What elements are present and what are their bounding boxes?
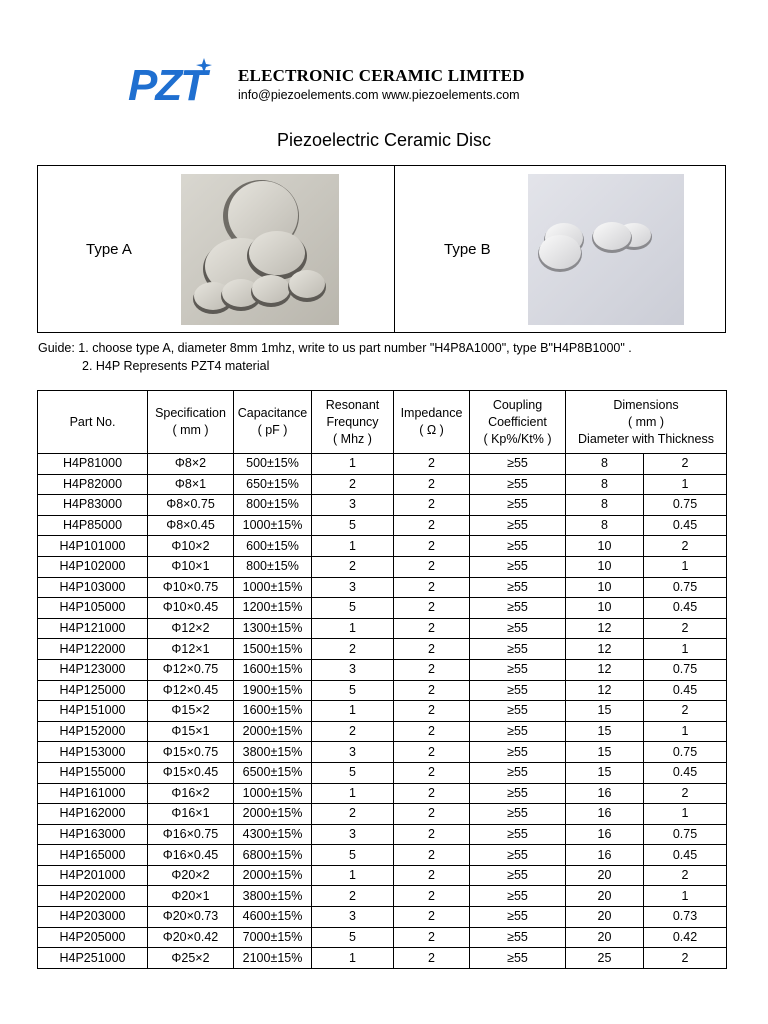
guide-text (38, 339, 632, 375)
cell-capacitance: 1300±15% (234, 618, 312, 639)
cell-impedance: 2 (394, 927, 470, 948)
cell-resonant-frequency: 2 (312, 556, 394, 577)
cell-coupling: ≥55 (470, 556, 566, 577)
cell-coupling: ≥55 (470, 659, 566, 680)
table-row (38, 762, 727, 783)
cell-diameter: 12 (566, 618, 644, 639)
cell-coupling: ≥55 (470, 515, 566, 536)
cell-thickness: 1 (644, 474, 727, 495)
cell-impedance: 2 (394, 804, 470, 825)
table-row (38, 515, 727, 536)
cell-coupling: ≥55 (470, 845, 566, 866)
cell-thickness: 1 (644, 721, 727, 742)
cell-diameter: 8 (566, 515, 644, 536)
cell-capacitance: 4300±15% (234, 824, 312, 845)
cell-part-no: H4P101000 (38, 536, 148, 557)
cell-part-no: H4P122000 (38, 639, 148, 660)
cell-coupling: ≥55 (470, 495, 566, 516)
cell-diameter: 8 (566, 474, 644, 495)
cell-capacitance: 1000±15% (234, 515, 312, 536)
cell-specification: Φ20×1 (148, 886, 234, 907)
cell-coupling: ≥55 (470, 618, 566, 639)
cell-specification: Φ10×2 (148, 536, 234, 557)
cell-thickness: 0.75 (644, 659, 727, 680)
cell-impedance: 2 (394, 886, 470, 907)
cell-resonant-frequency: 3 (312, 824, 394, 845)
cell-resonant-frequency: 1 (312, 865, 394, 886)
cell-diameter: 16 (566, 804, 644, 825)
cell-part-no: H4P103000 (38, 577, 148, 598)
table-row (38, 701, 727, 722)
type-a-photo (181, 174, 339, 325)
cell-specification: Φ15×0.75 (148, 742, 234, 763)
cell-resonant-frequency: 3 (312, 495, 394, 516)
table-row (38, 618, 727, 639)
cell-coupling: ≥55 (470, 598, 566, 619)
cell-diameter: 12 (566, 659, 644, 680)
cell-impedance: 2 (394, 659, 470, 680)
cell-impedance: 2 (394, 721, 470, 742)
table-row (38, 721, 727, 742)
cell-specification: Φ12×0.75 (148, 659, 234, 680)
cell-impedance: 2 (394, 495, 470, 516)
cell-impedance: 2 (394, 474, 470, 495)
cell-part-no: H4P202000 (38, 886, 148, 907)
cell-specification: Φ15×2 (148, 701, 234, 722)
cell-capacitance: 1000±15% (234, 783, 312, 804)
cell-resonant-frequency: 1 (312, 454, 394, 475)
cell-thickness: 0.45 (644, 515, 727, 536)
cell-specification: Φ8×2 (148, 454, 234, 475)
cell-coupling: ≥55 (470, 536, 566, 557)
table-row (38, 680, 727, 701)
cell-resonant-frequency: 2 (312, 639, 394, 660)
header-part-no: Part No. (38, 391, 148, 454)
table-row (38, 454, 727, 475)
cell-part-no: H4P155000 (38, 762, 148, 783)
cell-coupling: ≥55 (470, 762, 566, 783)
header-resonant-frequency: Resonant Frequncy ( Mhz ) (312, 391, 394, 454)
cell-thickness: 2 (644, 701, 727, 722)
cell-capacitance: 1000±15% (234, 577, 312, 598)
header-capacitance: Capacitance ( pF ) (234, 391, 312, 454)
type-b-photo (528, 174, 684, 325)
cell-impedance: 2 (394, 515, 470, 536)
cell-specification: Φ8×0.75 (148, 495, 234, 516)
cell-resonant-frequency: 2 (312, 474, 394, 495)
cell-diameter: 16 (566, 845, 644, 866)
type-b-label: Type B (444, 241, 491, 258)
cell-resonant-frequency: 2 (312, 804, 394, 825)
cell-specification: Φ16×0.45 (148, 845, 234, 866)
cell-thickness: 0.75 (644, 824, 727, 845)
cell-diameter: 20 (566, 865, 644, 886)
cell-diameter: 20 (566, 907, 644, 928)
cell-specification: Φ16×2 (148, 783, 234, 804)
table-row (38, 495, 727, 516)
logo-text: PZT (128, 61, 206, 108)
table-row (38, 659, 727, 680)
cell-diameter: 12 (566, 639, 644, 660)
table-row (38, 598, 727, 619)
table-body (38, 454, 727, 969)
cell-coupling: ≥55 (470, 680, 566, 701)
cell-specification: Φ12×1 (148, 639, 234, 660)
cell-impedance: 2 (394, 680, 470, 701)
cell-impedance: 2 (394, 536, 470, 557)
cell-coupling: ≥55 (470, 701, 566, 722)
type-a-label: Type A (86, 241, 132, 258)
header-specification: Specification ( mm ) (148, 391, 234, 454)
table-row (38, 907, 727, 928)
cell-part-no: H4P161000 (38, 783, 148, 804)
cell-capacitance: 800±15% (234, 556, 312, 577)
cell-thickness: 1 (644, 556, 727, 577)
cell-resonant-frequency: 1 (312, 618, 394, 639)
table-row (38, 865, 727, 886)
cell-specification: Φ15×1 (148, 721, 234, 742)
cell-thickness: 0.45 (644, 598, 727, 619)
cell-thickness: 2 (644, 865, 727, 886)
cell-capacitance: 1200±15% (234, 598, 312, 619)
cell-impedance: 2 (394, 742, 470, 763)
cell-thickness: 1 (644, 639, 727, 660)
cell-specification: Φ16×0.75 (148, 824, 234, 845)
cell-impedance: 2 (394, 762, 470, 783)
cell-capacitance: 650±15% (234, 474, 312, 495)
cell-resonant-frequency: 5 (312, 598, 394, 619)
cell-impedance: 2 (394, 618, 470, 639)
cell-diameter: 16 (566, 824, 644, 845)
cell-part-no: H4P165000 (38, 845, 148, 866)
cell-specification: Φ15×0.45 (148, 762, 234, 783)
cell-capacitance: 3800±15% (234, 742, 312, 763)
cell-impedance: 2 (394, 598, 470, 619)
cell-coupling: ≥55 (470, 907, 566, 928)
cell-impedance: 2 (394, 907, 470, 928)
cell-specification: Φ12×2 (148, 618, 234, 639)
cell-resonant-frequency: 3 (312, 577, 394, 598)
cell-capacitance: 6500±15% (234, 762, 312, 783)
cell-diameter: 15 (566, 721, 644, 742)
cell-capacitance: 2000±15% (234, 865, 312, 886)
cell-part-no: H4P102000 (38, 556, 148, 577)
cell-coupling: ≥55 (470, 639, 566, 660)
cell-resonant-frequency: 3 (312, 659, 394, 680)
cell-capacitance: 1600±15% (234, 701, 312, 722)
cell-thickness: 0.75 (644, 577, 727, 598)
types-panel (37, 165, 726, 333)
cell-coupling: ≥55 (470, 948, 566, 969)
cell-part-no: H4P83000 (38, 495, 148, 516)
cell-coupling: ≥55 (470, 454, 566, 475)
cell-capacitance: 2100±15% (234, 948, 312, 969)
cell-thickness: 2 (644, 536, 727, 557)
cell-resonant-frequency: 1 (312, 536, 394, 557)
cell-part-no: H4P201000 (38, 865, 148, 886)
cell-specification: Φ16×1 (148, 804, 234, 825)
cell-capacitance: 2000±15% (234, 721, 312, 742)
cell-part-no: H4P121000 (38, 618, 148, 639)
cell-specification: Φ20×0.73 (148, 907, 234, 928)
cell-capacitance: 500±15% (234, 454, 312, 475)
table-row (38, 577, 727, 598)
cell-part-no: H4P203000 (38, 907, 148, 928)
cell-impedance: 2 (394, 948, 470, 969)
cell-specification: Φ10×0.75 (148, 577, 234, 598)
cell-specification: Φ25×2 (148, 948, 234, 969)
cell-part-no: H4P123000 (38, 659, 148, 680)
cell-thickness: 1 (644, 804, 727, 825)
cell-coupling: ≥55 (470, 742, 566, 763)
header-dimensions: Dimensions ( mm ) Diameter with Thickness (566, 391, 727, 454)
cell-resonant-frequency: 2 (312, 721, 394, 742)
table-row (38, 474, 727, 495)
cell-coupling: ≥55 (470, 824, 566, 845)
cell-resonant-frequency: 3 (312, 907, 394, 928)
cell-specification: Φ10×0.45 (148, 598, 234, 619)
cell-coupling: ≥55 (470, 721, 566, 742)
cell-impedance: 2 (394, 639, 470, 660)
company-contact: info@piezoelements.com www.piezoelements.com (238, 88, 520, 102)
cell-resonant-frequency: 5 (312, 680, 394, 701)
cell-coupling: ≥55 (470, 886, 566, 907)
cell-coupling: ≥55 (470, 474, 566, 495)
cell-capacitance: 7000±15% (234, 927, 312, 948)
page-header (0, 0, 768, 120)
cell-coupling: ≥55 (470, 865, 566, 886)
cell-resonant-frequency: 5 (312, 515, 394, 536)
divider (394, 166, 395, 332)
table-row (38, 886, 727, 907)
cell-part-no: H4P251000 (38, 948, 148, 969)
cell-part-no: H4P205000 (38, 927, 148, 948)
cell-diameter: 10 (566, 536, 644, 557)
cell-specification: Φ12×0.45 (148, 680, 234, 701)
cell-diameter: 16 (566, 783, 644, 804)
cell-thickness: 0.45 (644, 762, 727, 783)
cell-resonant-frequency: 1 (312, 783, 394, 804)
cell-part-no: H4P153000 (38, 742, 148, 763)
cell-capacitance: 1600±15% (234, 659, 312, 680)
cell-specification: Φ20×0.42 (148, 927, 234, 948)
cell-thickness: 2 (644, 618, 727, 639)
cell-impedance: 2 (394, 783, 470, 804)
table-row (38, 927, 727, 948)
cell-thickness: 0.45 (644, 680, 727, 701)
table-row (38, 783, 727, 804)
cell-thickness: 0.73 (644, 907, 727, 928)
table-row (38, 845, 727, 866)
cell-diameter: 25 (566, 948, 644, 969)
table-row (38, 742, 727, 763)
cell-diameter: 20 (566, 886, 644, 907)
table-row (38, 556, 727, 577)
cell-coupling: ≥55 (470, 804, 566, 825)
cell-resonant-frequency: 1 (312, 948, 394, 969)
cell-capacitance: 2000±15% (234, 804, 312, 825)
cell-impedance: 2 (394, 556, 470, 577)
cell-capacitance: 1500±15% (234, 639, 312, 660)
cell-part-no: H4P85000 (38, 515, 148, 536)
cell-part-no: H4P152000 (38, 721, 148, 742)
cell-specification: Φ10×1 (148, 556, 234, 577)
cell-capacitance: 6800±15% (234, 845, 312, 866)
page-title: Piezoelectric Ceramic Disc (276, 130, 492, 150)
cell-resonant-frequency: 3 (312, 742, 394, 763)
cell-specification: Φ8×1 (148, 474, 234, 495)
cell-thickness: 2 (644, 783, 727, 804)
cell-thickness: 1 (644, 886, 727, 907)
cell-resonant-frequency: 5 (312, 927, 394, 948)
cell-part-no: H4P82000 (38, 474, 148, 495)
table-header-row (38, 391, 727, 454)
cell-resonant-frequency: 1 (312, 701, 394, 722)
table-row (38, 948, 727, 969)
cell-part-no: H4P151000 (38, 701, 148, 722)
pzt-logo (128, 56, 220, 108)
cell-capacitance: 800±15% (234, 495, 312, 516)
cell-resonant-frequency: 2 (312, 886, 394, 907)
cell-impedance: 2 (394, 701, 470, 722)
cell-diameter: 10 (566, 556, 644, 577)
cell-thickness: 0.75 (644, 742, 727, 763)
spec-table (37, 390, 727, 969)
cell-impedance: 2 (394, 845, 470, 866)
table-row (38, 824, 727, 845)
cell-diameter: 8 (566, 454, 644, 475)
cell-part-no: H4P81000 (38, 454, 148, 475)
cell-thickness: 0.75 (644, 495, 727, 516)
cell-diameter: 15 (566, 762, 644, 783)
header-impedance: Impedance ( Ω ) (394, 391, 470, 454)
cell-thickness: 2 (644, 454, 727, 475)
header-coupling-coefficient: Coupling Coefficient ( Kp%/Kt% ) (470, 391, 566, 454)
cell-coupling: ≥55 (470, 783, 566, 804)
cell-specification: Φ20×2 (148, 865, 234, 886)
guide-line-1: Guide: 1. choose type A, diameter 8mm 1mhz, write to us part number "H4P8A1000", type B"H4P8B1000" . (38, 341, 632, 355)
cell-thickness: 0.42 (644, 927, 727, 948)
company-name: ELECTRONIC CERAMIC LIMITED (238, 66, 525, 85)
cell-diameter: 10 (566, 577, 644, 598)
cell-impedance: 2 (394, 865, 470, 886)
cell-coupling: ≥55 (470, 927, 566, 948)
cell-part-no: H4P125000 (38, 680, 148, 701)
cell-diameter: 12 (566, 680, 644, 701)
guide-line-2: 2. H4P Represents PZT4 material (82, 359, 270, 373)
cell-capacitance: 600±15% (234, 536, 312, 557)
cell-diameter: 20 (566, 927, 644, 948)
cell-resonant-frequency: 5 (312, 845, 394, 866)
cell-part-no: H4P105000 (38, 598, 148, 619)
cell-impedance: 2 (394, 577, 470, 598)
cell-thickness: 0.45 (644, 845, 727, 866)
cell-coupling: ≥55 (470, 577, 566, 598)
cell-diameter: 10 (566, 598, 644, 619)
cell-capacitance: 1900±15% (234, 680, 312, 701)
cell-diameter: 8 (566, 495, 644, 516)
table-row (38, 639, 727, 660)
cell-impedance: 2 (394, 454, 470, 475)
cell-diameter: 15 (566, 701, 644, 722)
cell-thickness: 2 (644, 948, 727, 969)
cell-resonant-frequency: 5 (312, 762, 394, 783)
cell-part-no: H4P162000 (38, 804, 148, 825)
table-row (38, 536, 727, 557)
cell-capacitance: 3800±15% (234, 886, 312, 907)
cell-diameter: 15 (566, 742, 644, 763)
cell-capacitance: 4600±15% (234, 907, 312, 928)
cell-impedance: 2 (394, 824, 470, 845)
cell-specification: Φ8×0.45 (148, 515, 234, 536)
table-row (38, 804, 727, 825)
cell-part-no: H4P163000 (38, 824, 148, 845)
